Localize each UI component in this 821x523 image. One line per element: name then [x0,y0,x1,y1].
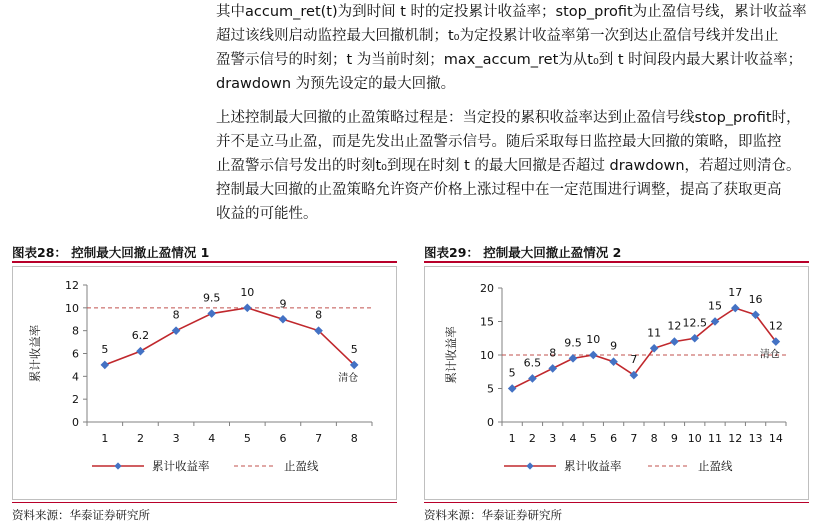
data-label: 17 [728,286,743,300]
x-tick-label: 12 [728,432,743,445]
data-point-marker [101,361,108,368]
data-label: 5 [101,342,109,356]
data-label: 11 [647,326,662,340]
data-point-marker [590,351,597,358]
y-tick-label: 6 [72,347,79,361]
paragraph-definitions [216,0,808,96]
data-label: 6.5 [523,356,542,370]
y-tick-label: 4 [72,370,79,384]
legend-label-stop: 止盈线 [698,459,733,473]
figure-source-1: 资料来源：华泰证券研究所 [12,508,150,522]
legend-marker-cumulative [526,462,533,469]
text-line: 控制最大回撤的止盈策略允许资产价格上涨过程中在一定范围进行调整，提高了获取更高 [216,182,782,198]
x-tick-label: 3 [549,432,557,445]
x-tick-label: 6 [610,432,618,445]
x-tick-label: 11 [708,432,722,445]
data-label: 12.5 [682,316,707,330]
y-axis-label: 累计收益率 [444,326,458,384]
y-tick-label: 2 [72,393,79,407]
legend-label-cumulative: 累计收益率 [152,459,210,473]
x-tick-label: 8 [650,432,658,445]
data-point-marker [172,327,179,334]
source-rule-2 [424,502,809,503]
text-line: 收益的可能性。 [216,206,318,222]
paragraph-strategy [216,106,808,226]
data-label: 5 [508,366,516,380]
text-line: 超过该线则启动监控最大回撤机制；t₀为定投累计收益率第一次到达止盈信号线并发出止 [216,28,779,44]
figure-title-1: 图表28： 控制最大回撤止盈情况 1 [12,245,210,260]
text-line: 止盈警示信号发出的时刻t₀到现在时刻 t 的最大回撤是否超过 drawdown，若超过则清仓。 [216,158,801,174]
data-point-marker [569,355,576,362]
data-label: 6.2 [131,329,150,343]
legend-label-cumulative: 累计收益率 [564,459,622,473]
x-tick-label: 1 [508,432,516,445]
data-label: 8 [172,308,180,322]
y-tick-label: 8 [72,324,79,338]
data-point-marker [279,316,286,323]
annotation-clear-position: 清仓 [338,372,359,384]
figure-title-rule-1 [12,261,397,263]
data-label: 10 [586,333,601,346]
data-point-marker [208,310,215,317]
y-tick-label: 15 [480,315,494,329]
x-tick-label: 6 [279,432,287,445]
data-label: 5 [350,342,358,356]
figure-title-rule-2 [424,261,809,263]
data-point-marker [549,365,556,372]
figure-source-2: 资料来源：华泰证券研究所 [424,508,562,522]
x-tick-label: 2 [528,432,536,445]
y-axis-label: 累计收益率 [28,324,42,383]
data-point-marker [244,304,251,311]
x-tick-label: 3 [172,432,180,445]
text-line: drawdown 为预先设定的最大回撤。 [216,76,456,92]
x-tick-label: 2 [136,432,144,445]
data-label: 7 [630,353,638,367]
y-tick-label: 0 [487,416,494,429]
data-label: 9.5 [202,291,221,305]
x-tick-label: 4 [569,432,577,445]
source-rule-1 [12,502,397,503]
data-label: 9.5 [564,336,582,350]
data-point-marker [671,338,678,345]
data-point-marker [529,375,536,382]
y-tick-label: 5 [487,382,494,396]
x-tick-label: 9 [670,432,678,445]
x-tick-label: 14 [768,432,783,445]
annotation-clear-position: 清仓 [759,349,780,361]
chart-1 [12,266,397,500]
x-tick-label: 5 [243,432,251,445]
legend-label-stop: 止盈线 [284,459,319,473]
data-point-marker [137,348,144,355]
x-tick-label: 1 [101,432,109,445]
data-label: 8 [549,346,557,360]
x-tick-label: 8 [350,432,358,445]
chart-2 [424,266,809,500]
x-tick-label: 7 [630,432,638,445]
text-line: 其中accum_ret(t)为到时间 t 时的定投累计收益率；stop_profit为止盈信号线，累计收益率 [216,4,807,20]
y-tick-label: 10 [65,301,79,315]
text-line: 上述控制最大回撤的止盈策略过程是：当定投的累积收益率达到止盈信号线stop_profit时， [216,110,801,126]
y-tick-label: 20 [480,282,494,295]
x-tick-label: 4 [208,432,216,445]
data-label: 16 [748,292,763,306]
x-tick-label: 10 [687,432,702,445]
y-tick-label: 10 [480,349,494,362]
y-tick-label: 12 [65,279,79,292]
data-point-marker [509,385,516,392]
text-line: 盈警示信号的时刻；t 为当前时刻；max_accum_ret为从t₀到 t 时间段内最大累计收益率； [216,52,803,68]
data-label: 8 [315,308,323,322]
x-tick-label: 5 [589,432,597,445]
y-tick-label: 0 [72,416,79,429]
data-label: 9 [279,297,287,311]
x-tick-label: 13 [748,432,763,445]
data-label: 10 [240,285,255,299]
figure-title-2: 图表29： 控制最大回撤止盈情况 2 [424,245,622,260]
data-label: 9 [610,339,618,353]
text-line: 并不是立马止盈，而是先发出止盈警示信号。随后采取每日监控最大回撤的策略，即监控 [216,134,782,150]
x-tick-label: 7 [315,432,323,445]
data-label: 15 [708,299,722,313]
data-label: 12 [667,319,682,333]
legend-marker-cumulative [114,462,121,469]
data-label: 12 [768,319,783,333]
